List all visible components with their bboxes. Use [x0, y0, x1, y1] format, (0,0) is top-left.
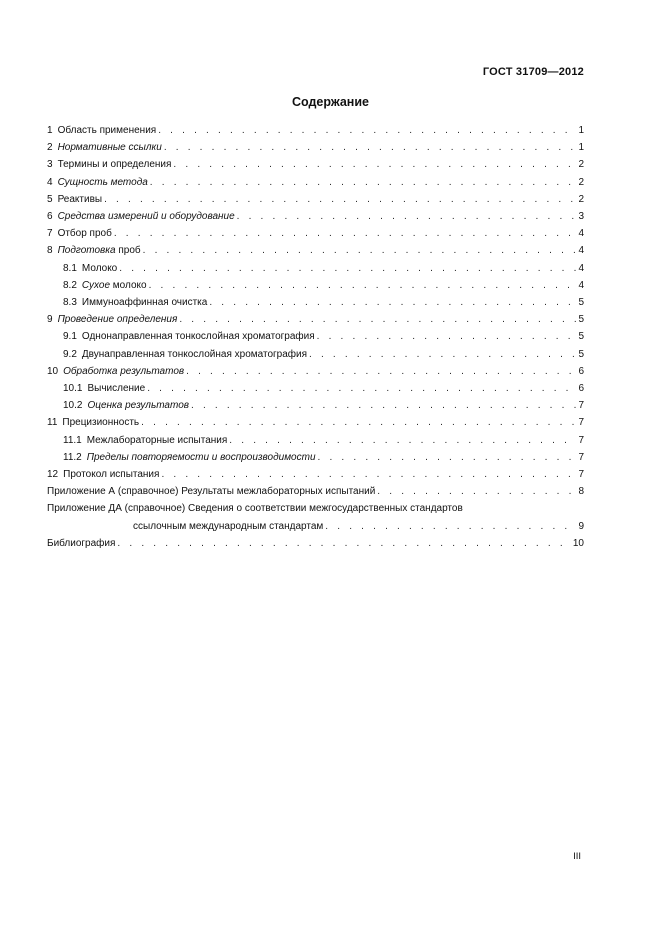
dot-leader — [149, 277, 577, 294]
dot-leader — [147, 380, 576, 397]
toc-entry-page: 4 — [578, 262, 584, 274]
toc-annex-da-line2: ссылочным международным стандартам — [133, 520, 324, 532]
toc-entry-page: 5 — [578, 331, 584, 343]
toc-entry-6[interactable] — [47, 208, 584, 225]
toc-entry-number: 8.3 — [63, 297, 77, 309]
toc-entry-title-rest: проб — [115, 245, 141, 257]
toc-entry-page: 7 — [578, 417, 584, 429]
toc-entry-number: 11.1 — [63, 434, 82, 446]
toc-entry-title: Термины и определения — [57, 159, 172, 171]
toc-entry-page: 9 — [578, 520, 584, 532]
dot-leader — [179, 311, 576, 328]
toc-entry-number: 10 — [47, 365, 59, 377]
toc-entry-page: 10 — [572, 537, 584, 549]
toc-entry-title-italic: Сухое — [81, 279, 111, 291]
dot-leader — [141, 414, 576, 431]
toc-entry-page: 5 — [578, 348, 584, 360]
toc-entry-number: 11 — [47, 417, 58, 429]
dot-leader — [173, 156, 576, 173]
toc-entry-4[interactable] — [47, 174, 584, 191]
toc-entry-page: 1 — [578, 142, 584, 154]
toc-entry-page: 5 — [578, 297, 584, 309]
toc-entry-title: Двунаправленная тонкослойная хроматография — [81, 348, 308, 360]
toc-entry-title: Библиография — [47, 537, 116, 549]
toc-entry-title: Межлабораторные испытания — [86, 434, 228, 446]
toc-entry-number: 8.2 — [63, 279, 77, 291]
toc-entry-title: Вычисление — [87, 383, 146, 395]
dot-leader — [114, 225, 577, 242]
toc-entry-page: 4 — [578, 228, 584, 240]
toc-entry-title: Сущность метода — [57, 176, 148, 188]
toc-annex-a[interactable] — [47, 483, 584, 500]
toc-entry-number: 8.1 — [63, 262, 77, 274]
toc-entry-2[interactable] — [47, 139, 584, 156]
toc-entry-title: Проведение определения — [57, 314, 178, 326]
toc-entry-title: Нормативные ссылки — [57, 142, 162, 154]
toc-entry-page: 7 — [578, 434, 584, 446]
toc-entry-8[interactable] — [47, 242, 584, 259]
toc-entry-number: 12 — [47, 469, 59, 481]
toc-entry-title: Приложение А (справочное) Результаты межлабораторных испытаний — [47, 486, 376, 498]
dot-leader — [104, 191, 576, 208]
toc-entry-9[interactable] — [47, 311, 584, 328]
toc-entry-number: 2 — [47, 142, 53, 154]
toc-entry-page: 4 — [578, 279, 584, 291]
toc-entry-number: 9.2 — [63, 348, 77, 360]
toc-entry-8-2[interactable] — [47, 277, 584, 294]
toc-entry-9-1[interactable] — [47, 328, 584, 345]
toc-entry-1[interactable] — [47, 122, 584, 139]
toc-entry-number: 10.1 — [63, 383, 83, 395]
toc-entry-title: Отбор проб — [57, 228, 112, 240]
dot-leader — [150, 174, 577, 191]
toc-entry-10-2[interactable] — [47, 397, 584, 414]
toc-entry-title — [58, 242, 141, 259]
page-number: III — [573, 851, 581, 862]
dot-leader — [309, 346, 576, 363]
dot-leader — [317, 328, 577, 345]
dot-leader — [209, 294, 576, 311]
dot-leader — [158, 122, 576, 139]
toc-entry-page: 7 — [578, 400, 584, 412]
dot-leader — [318, 449, 577, 466]
toc-entry-title: Протокол испытания — [63, 469, 160, 481]
toc-entry-number: 1 — [47, 125, 53, 136]
toc-entry-page: 2 — [578, 159, 584, 171]
toc-entry-9-2[interactable] — [47, 346, 584, 363]
dot-leader — [191, 397, 576, 414]
toc-entry-title: Пределы повторяемости и воспроизводимости — [86, 451, 316, 463]
toc-entry-10-1[interactable] — [47, 380, 584, 397]
toc-entry-3[interactable] — [47, 156, 584, 173]
toc-entry-number: 11.2 — [63, 451, 82, 463]
toc-entry-title: Средства измерений и оборудование — [57, 211, 235, 223]
toc-entry-title — [82, 277, 147, 294]
toc-entry-11-2[interactable] — [47, 449, 584, 466]
toc-entry-11[interactable] — [47, 414, 584, 431]
dot-leader — [161, 466, 576, 483]
toc-entry-title-italic: Подготовка — [57, 245, 116, 257]
toc-entry-page: 1 — [578, 125, 584, 136]
dot-leader — [186, 363, 576, 380]
dot-leader — [117, 535, 570, 552]
toc-entry-page: 6 — [578, 383, 584, 395]
toc-entry-8-1[interactable] — [47, 260, 584, 277]
dot-leader — [143, 242, 577, 259]
toc-entry-title: Прецизионность — [62, 417, 140, 429]
toc-entry-title: Однонаправленная тонкослойная хроматография — [81, 331, 315, 343]
toc-entry-number: 3 — [47, 159, 53, 171]
toc-entry-number: 4 — [47, 176, 53, 188]
dot-leader — [377, 483, 576, 500]
toc-title: Содержание — [291, 95, 369, 109]
toc-entry-number: 7 — [47, 228, 53, 240]
dot-leader — [164, 139, 577, 156]
toc-entry-8-3[interactable] — [47, 294, 584, 311]
toc-entry-number: 5 — [47, 193, 53, 205]
toc-entry-page: 6 — [578, 365, 584, 377]
toc-entry-number: 8 — [47, 245, 53, 257]
toc-entry-page: 5 — [578, 314, 584, 326]
table-of-contents — [47, 122, 584, 552]
dot-leader — [229, 432, 576, 449]
toc-entry-page: 7 — [578, 451, 584, 463]
document-code: ГОСТ 31709—2012 — [482, 66, 584, 78]
toc-entry-page: 2 — [578, 176, 584, 188]
toc-entry-10[interactable] — [47, 363, 584, 380]
toc-annex-da[interactable] — [47, 500, 584, 534]
toc-entry-title: Оценка результатов — [87, 400, 189, 412]
toc-entry-number: 6 — [47, 211, 53, 223]
toc-entry-number: 9.1 — [63, 331, 77, 343]
toc-entry-title: Обработка результатов — [63, 365, 185, 377]
toc-annex-da-line1: Приложение ДА (справочное) Сведения о соответствии межгосударственных стандартов — [47, 503, 463, 515]
toc-bibliography[interactable] — [47, 535, 584, 552]
toc-entry-page: 4 — [578, 245, 584, 257]
toc-entry-11-1[interactable] — [47, 432, 584, 449]
toc-entry-5[interactable] — [47, 191, 584, 208]
toc-entry-title: Область применения — [57, 125, 157, 136]
toc-entry-page: 8 — [578, 486, 584, 498]
dot-leader — [325, 518, 576, 535]
dot-leader — [237, 208, 577, 225]
toc-entry-7[interactable] — [47, 225, 584, 242]
toc-entry-page: 2 — [578, 193, 584, 205]
toc-entry-title: Реактивы — [57, 193, 103, 205]
toc-entry-page: 7 — [578, 469, 584, 481]
toc-entry-title-rest: молоко — [110, 279, 147, 291]
toc-entry-number: 10.2 — [63, 400, 83, 412]
toc-entry-title: Иммуноаффинная очистка — [81, 297, 208, 309]
toc-entry-title: Молоко — [81, 262, 118, 274]
dot-leader — [119, 260, 576, 277]
toc-entry-12[interactable] — [47, 466, 584, 483]
toc-entry-number: 9 — [47, 314, 53, 326]
toc-entry-page: 3 — [578, 211, 584, 223]
